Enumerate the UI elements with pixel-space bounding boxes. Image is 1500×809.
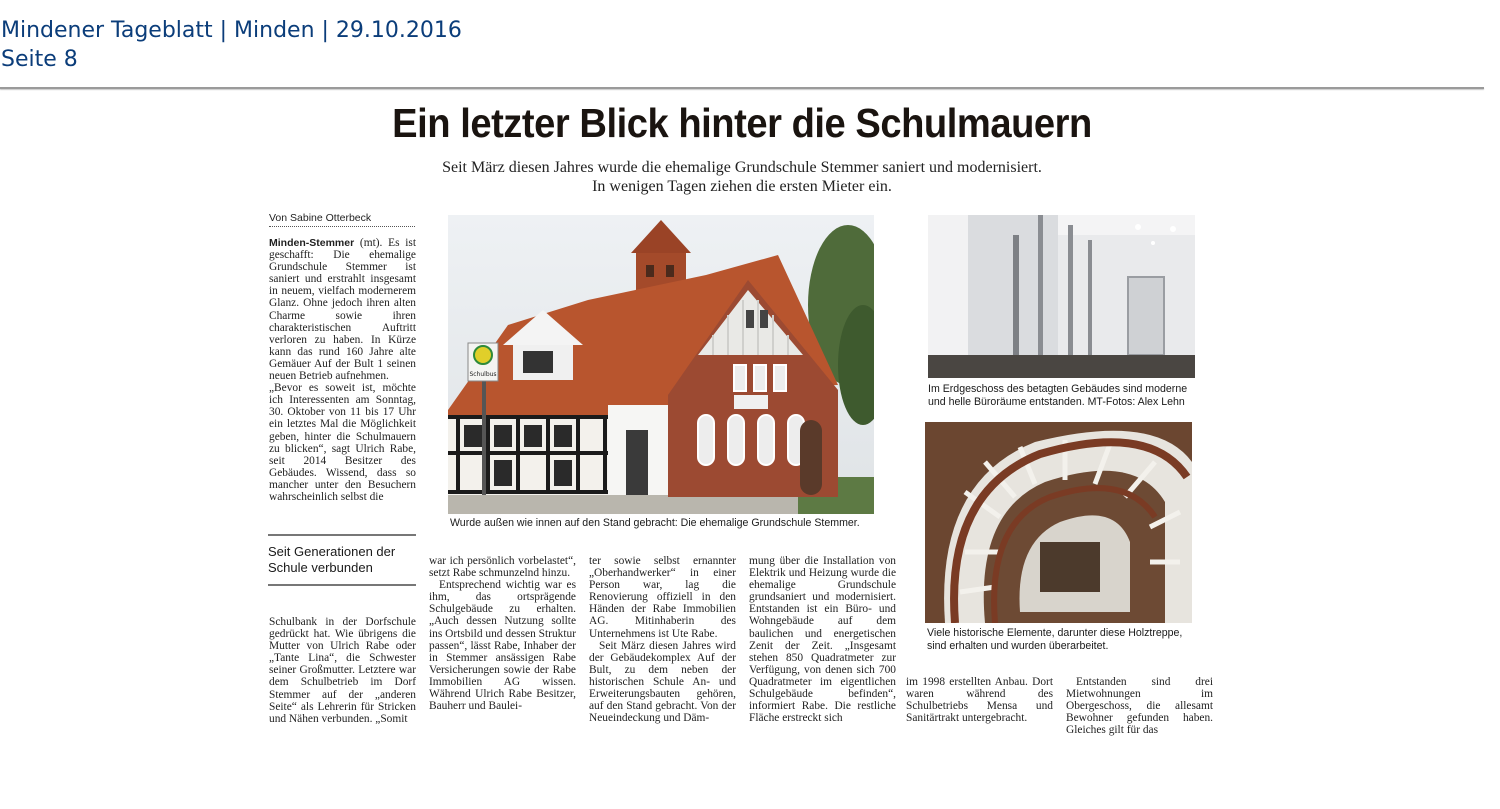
column-6 [1066,676,1213,736]
column-2 [429,555,576,712]
column-2-paragraph-1: war ich persönlich vorbelastet“, setzt Rabe schmunzelnd hinzu. [429,555,576,580]
article-subheadline [0,158,1484,196]
column-1-bottom-text: Schulbank in der Dorfschule gedrückt hat. Wie übrigens die Mutter von Ulrich Rabe oder „Tante Lina“, die Schwester seiner Großmutter. Letztere war dem Schulbetrieb im Dorf Stemmer auf der „anderen Seite“ als Lehrerin für Stricken und Nähen verbunden. „Somit [269,616,416,725]
section-subhead: Seit Generationen der Schule verbunden [268,534,416,586]
main-photo-caption: Wurde außen wie innen auf den Stand gebracht: Die ehemalige Grundschule Stemmer. [450,517,860,529]
office-photo-caption [928,383,1208,408]
staircase-illustration [925,422,1192,623]
source-header [1,16,462,74]
column-6-paragraph-1: Entstanden sind drei Mietwohnungen im Obergeschoss, die allesamt Bewohner gefunden haben. Gleiches gilt für das [1066,676,1213,737]
office-caption-line-1: Im Erdgeschoss des betagten Gebäudes sind moderne [928,383,1188,395]
quote-paragraph: „Bevor es soweit ist, möchte ich Interessenten am Sonntag, 30. Oktober von 11 bis 17 Uhr ein letztes Mal die Möglichkeit geben, hinter die Schulmauern zu blicken“, sagt Ulrich Rabe, seit 2014 Besitzer des Gebäudes. Wissend, dass so mancher unter den Besuchern wahrscheinlich selbst die [269,382,416,503]
subheadline-line-2: In wenigen Tagen ziehen die ersten Mieter ein. [592,178,892,195]
column-1-bottom [269,616,416,725]
office-photo [928,215,1195,378]
article-headline: Ein letzter Blick hinter die Schulmauern [392,100,1092,146]
dateline: Minden-Stemmer [269,237,355,249]
column-2-paragraph-2: Entsprechend wichtig war es ihm, das ortsprägende Schulgebäude zu erhalten. „Auch dessen Nutzung sollte ins Ortsbild und dessen Struktur passen“, lässt Rabe, Inhaber der in Stemmer ansässigen Rabe Versicherungen sowie der Rabe Immobilien AG wissen. Während Ulrich Rabe Besitzer, Bauherr und Baulei- [429,579,576,713]
column-5 [906,676,1053,724]
column-5-paragraph-1: im 1998 erstellten Anbau. Dort waren während des Schulbetriebs Mensa und Sanitärtrakt untergebracht. [906,676,1053,725]
header-divider [0,87,1484,89]
school-building-illustration [448,215,874,514]
office-caption-line-2: und helle Büroräume entstanden. MT-Fotos: Alex Lehn [928,395,1185,408]
column-4 [749,555,896,724]
staircase-caption-line-2: sind erhalten und wurden überarbeitet. [927,639,1109,652]
lead-paragraph: (mt). Es ist geschafft: Die ehemalige Grundschule Stemmer ist saniert und erstrahlt insgesamt in neuem, vielfach modernerem Glanz. Ohne jedoch ihren alten Charme sowie ihren charakteristischen Auftritt verloren zu haben. In Kürze kann das rund 160 Jahre alte Gemäuer Auf der Bult 1 seinen neuen Betrieb aufnehmen. [269,237,416,383]
column-3 [589,555,736,724]
page-number: Seite 8 [1,47,78,72]
column-1-top [269,237,416,503]
office-illustration [928,215,1195,378]
column-4-paragraph-1: mung über die Installation von Elektrik und Heizung wurde die ehemalige Grundschule grundsaniert und modernisiert. Entstanden ist ein Büro- und Wohngebäude auf dem baulichen und energetischen Zenit der Zeit. „Insgesamt stehen 850 Quadratmeter zur Verfügung, von denen sich 700 Quadratmeter im eigentlichen Schulgebäude befinden“, informiert Rabe. Die restliche Fläche erstreckt sich [749,555,896,725]
bus-stop-sign-text: Schulbus [469,371,497,378]
column-3-paragraph-2: Seit März diesen Jahres wird der Gebäudekomplex Auf der Bult, zu dem neben der historischen Schule An- und Erweiterungsbauten gehören, auf den Stand gebracht. Von der Neueindeckung und Däm- [589,639,736,725]
subheadline-line-1: Seit März diesen Jahres wurde die ehemalige Grundschule Stemmer saniert und modernisiert. [442,159,1042,176]
staircase-caption-line-1: Viele historische Elemente, darunter diese Holztreppe, [927,627,1183,639]
source-line: Mindener Tageblatt | Minden | 29.10.2016 [1,18,462,43]
staircase-photo-caption [927,627,1207,652]
byline: Von Sabine Otterbeck [269,212,415,227]
column-3-paragraph-1: ter sowie selbst ernannter „Oberhandwerker“ in einer Person war, lag die Renovierung offiziell in den Händen der Rabe Immobilien AG. Mitinhaberin des Unternehmens ist Ute Rabe. [589,555,736,640]
staircase-photo [925,422,1192,623]
school-building-photo [448,215,874,514]
